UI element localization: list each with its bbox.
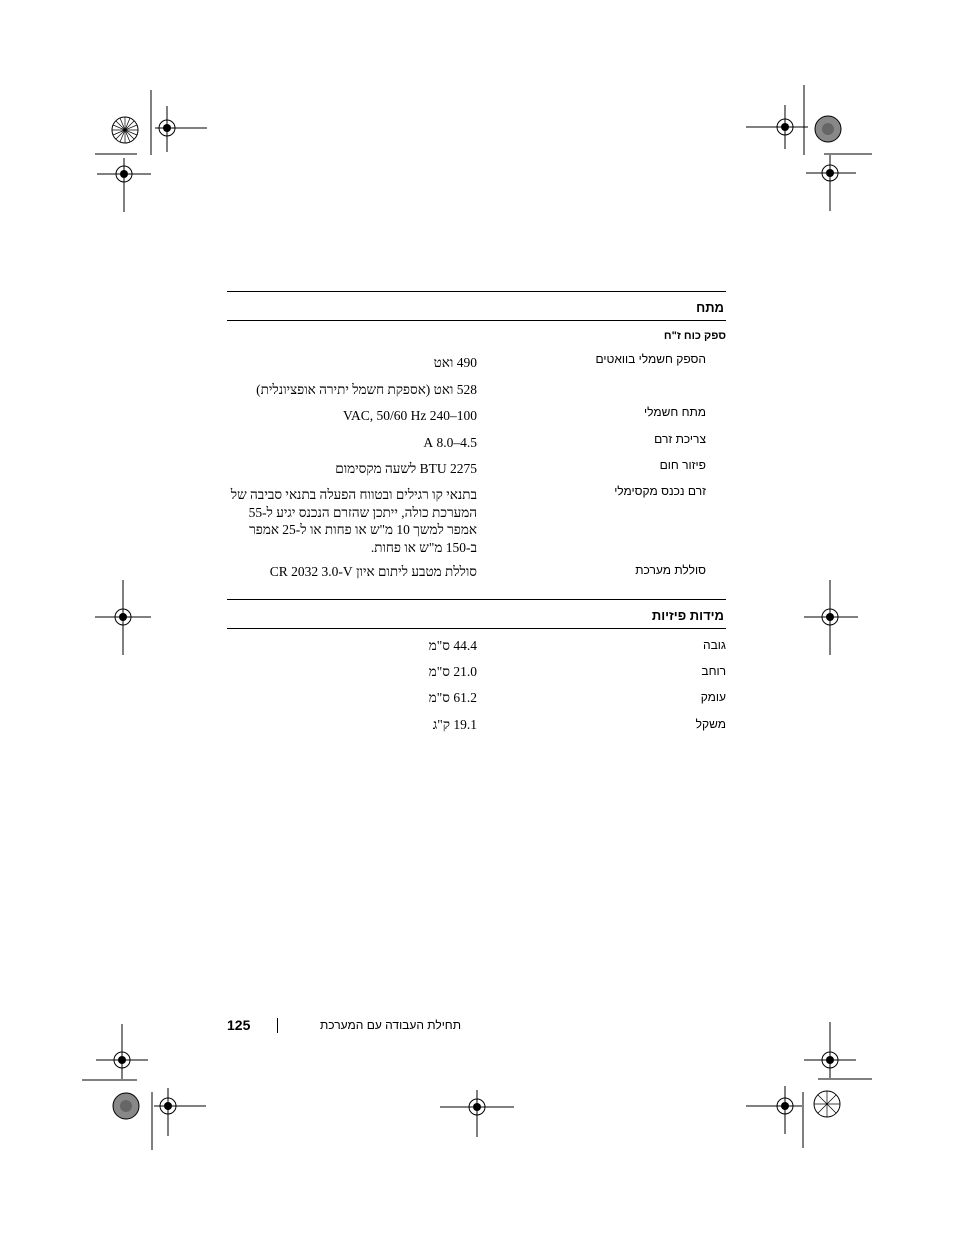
spec-label: צריכת זרם [654, 432, 706, 446]
registration-mark-icon [95, 580, 155, 656]
registration-mark-icon [82, 1024, 212, 1154]
power-supply-subtitle: ספק כוח ז"ח [663, 330, 726, 342]
spec-value: 44.4 ס"מ [428, 638, 477, 653]
page-footer [227, 1015, 467, 1037]
spec-value: 490 ואט [433, 355, 477, 370]
footer-chapter-title: תחילת העבודה עם המערכת [320, 1018, 461, 1032]
spec-value: 2275 BTU לשעה מקסימום [335, 461, 477, 476]
spec-value: 528 ואט (אספקת חשמל יתירה אופציונלית) [256, 382, 477, 397]
registration-mark-icon [440, 1090, 516, 1140]
section-bottom-rule [227, 320, 726, 321]
spec-label: סוללת מערכת [635, 563, 706, 577]
footer-divider [277, 1018, 278, 1033]
spec-value: 100–240 VAC, 50/60 Hz [342, 408, 477, 423]
registration-mark-icon [802, 580, 862, 656]
spec-label: גובה [703, 638, 726, 652]
spec-value: סוללת מטבע ליתום איון CR 2032 3.0-V [269, 564, 477, 579]
spec-label: פיזור חום [659, 458, 706, 472]
spec-label: רוחב [701, 664, 726, 678]
spec-value: 61.2 ס"מ [428, 690, 477, 705]
registration-mark-icon [95, 90, 215, 215]
registration-mark-icon [746, 85, 876, 215]
spec-value: 4.5–8.0 A [423, 435, 477, 450]
physical-section-title: מידות פיזיות [651, 608, 724, 623]
page-number: 125 [227, 1017, 251, 1033]
power-section-title: מתח [696, 300, 724, 315]
section-bottom-rule [227, 628, 726, 629]
section-top-rule [227, 599, 726, 600]
spec-label: מתח חשמלי [643, 405, 706, 419]
spec-label: זרם נכנס מקסימלי [614, 484, 706, 498]
spec-label: משקל [695, 717, 726, 731]
section-top-rule [227, 291, 726, 292]
registration-mark-icon [746, 1022, 876, 1152]
spec-label: עומק [700, 690, 726, 704]
spec-value: 21.0 ס"מ [428, 664, 477, 679]
spec-value: בתנאי קו רגילים ובטווח הפעלה בתנאי סביבה של המערכת כולה, ייתכן שהזרם הנכנס יגיע ל-55 אמפר למשך 10 מ"ש או פחות או ל-25 אמפר ב-150 מ"ש או פחות. [230, 487, 477, 555]
spec-label: הספק חשמלי בוואטים [595, 352, 706, 366]
spec-value: 19.1 ק"ג [432, 717, 477, 732]
